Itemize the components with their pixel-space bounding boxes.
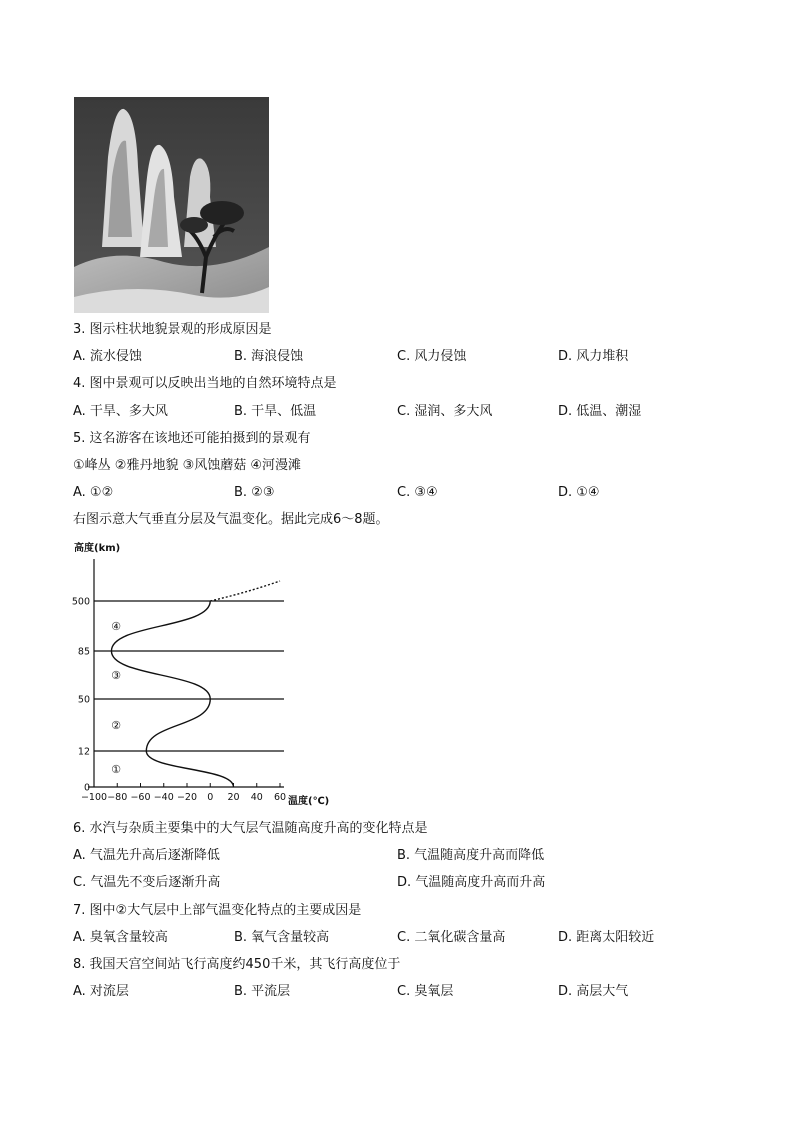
q7-option-b: B. 氧气含量较高 <box>234 930 330 945</box>
q6-option-a: A. 气温先升高后逐渐降低 <box>73 848 220 863</box>
q7-stem: 7. 图中②大气层中上部气温变化特点的主要成因是 <box>73 903 362 918</box>
q7-option-c: C. 二氧化碳含量高 <box>397 930 506 945</box>
x-axis-label: 温度(℃) <box>288 796 330 807</box>
y-tick-label: 12 <box>77 746 90 758</box>
q7-option-a: A. 臭氧含量较高 <box>73 930 168 945</box>
x-tick-label: −80 <box>107 792 128 803</box>
x-tick-label: 20 <box>227 792 240 803</box>
x-tick-label: −40 <box>153 792 174 803</box>
q4-option-c: C. 湿润、多大风 <box>397 404 493 419</box>
x-tick-label: −20 <box>176 792 198 803</box>
x-tick-label: −100 <box>80 792 108 803</box>
y-tick-label: 85 <box>77 646 90 658</box>
q3-option-a: A. 流水侵蚀 <box>73 349 142 364</box>
temperature-curve-extension <box>210 581 280 601</box>
q5-option-a: A. ①② <box>73 485 114 500</box>
layer-label: ④ <box>111 620 121 633</box>
y-tick-label: 50 <box>77 694 90 706</box>
pillar-landform-photo <box>74 97 269 313</box>
q4-option-a: A. 干旱、多大风 <box>73 404 168 419</box>
y-tick-label: 500 <box>71 596 90 608</box>
layer-label: ② <box>111 719 121 732</box>
q3-option-d: D. 风力堆积 <box>558 349 629 364</box>
layer-label: ① <box>111 763 121 776</box>
q3-stem: 3. 图示柱状地貌景观的形成原因是 <box>73 322 272 337</box>
x-tick-label: 40 <box>250 792 263 803</box>
x-tick-label: 60 <box>273 792 287 803</box>
q7-option-d: D. 距离太阳较近 <box>558 930 655 945</box>
q8-option-b: B. 平流层 <box>234 984 291 999</box>
q8-option-d: D. 高层大气 <box>558 984 629 999</box>
q5-option-c: C. ③④ <box>397 485 438 500</box>
q5-stem: 5. 这名游客在该地还可能拍摄到的景观有 <box>73 431 311 446</box>
y-axis-label: 高度(km) <box>74 543 121 554</box>
section-intro: 右图示意大气垂直分层及气温变化。据此完成6～8题。 <box>73 512 389 527</box>
q4-stem: 4. 图中景观可以反映出当地的自然环境特点是 <box>73 376 337 391</box>
q5-items: ①峰丛 ②雅丹地貌 ③风蚀蘑菇 ④河漫滩 <box>73 458 302 473</box>
atmosphere-temperature-chart <box>60 537 350 812</box>
q6-option-c: C. 气温先不变后逐渐升高 <box>73 875 221 890</box>
x-tick-label: −60 <box>130 792 151 803</box>
temperature-curve <box>111 601 233 787</box>
q6-option-d: D. 气温随高度升高而升高 <box>397 875 546 890</box>
q5-option-d: D. ①④ <box>558 485 600 500</box>
q8-option-c: C. 臭氧层 <box>397 984 454 999</box>
q6-stem: 6. 水汽与杂质主要集中的大气层气温随高度升高的变化特点是 <box>73 821 428 836</box>
layer-label: ③ <box>111 669 121 682</box>
x-tick-label: 0 <box>207 792 214 803</box>
q8-stem: 8. 我国天宫空间站飞行高度约450千米，其飞行高度位于 <box>73 957 401 972</box>
y-tick-label: 0 <box>83 782 90 794</box>
q4-option-b: B. 干旱、低温 <box>234 404 317 419</box>
q6-option-b: B. 气温随高度升高而降低 <box>397 848 545 863</box>
q8-option-a: A. 对流层 <box>73 984 129 999</box>
q5-option-b: B. ②③ <box>234 485 275 500</box>
q3-option-b: B. 海浪侵蚀 <box>234 349 304 364</box>
q4-option-d: D. 低温、潮湿 <box>558 404 642 419</box>
q3-option-c: C. 风力侵蚀 <box>397 349 467 364</box>
